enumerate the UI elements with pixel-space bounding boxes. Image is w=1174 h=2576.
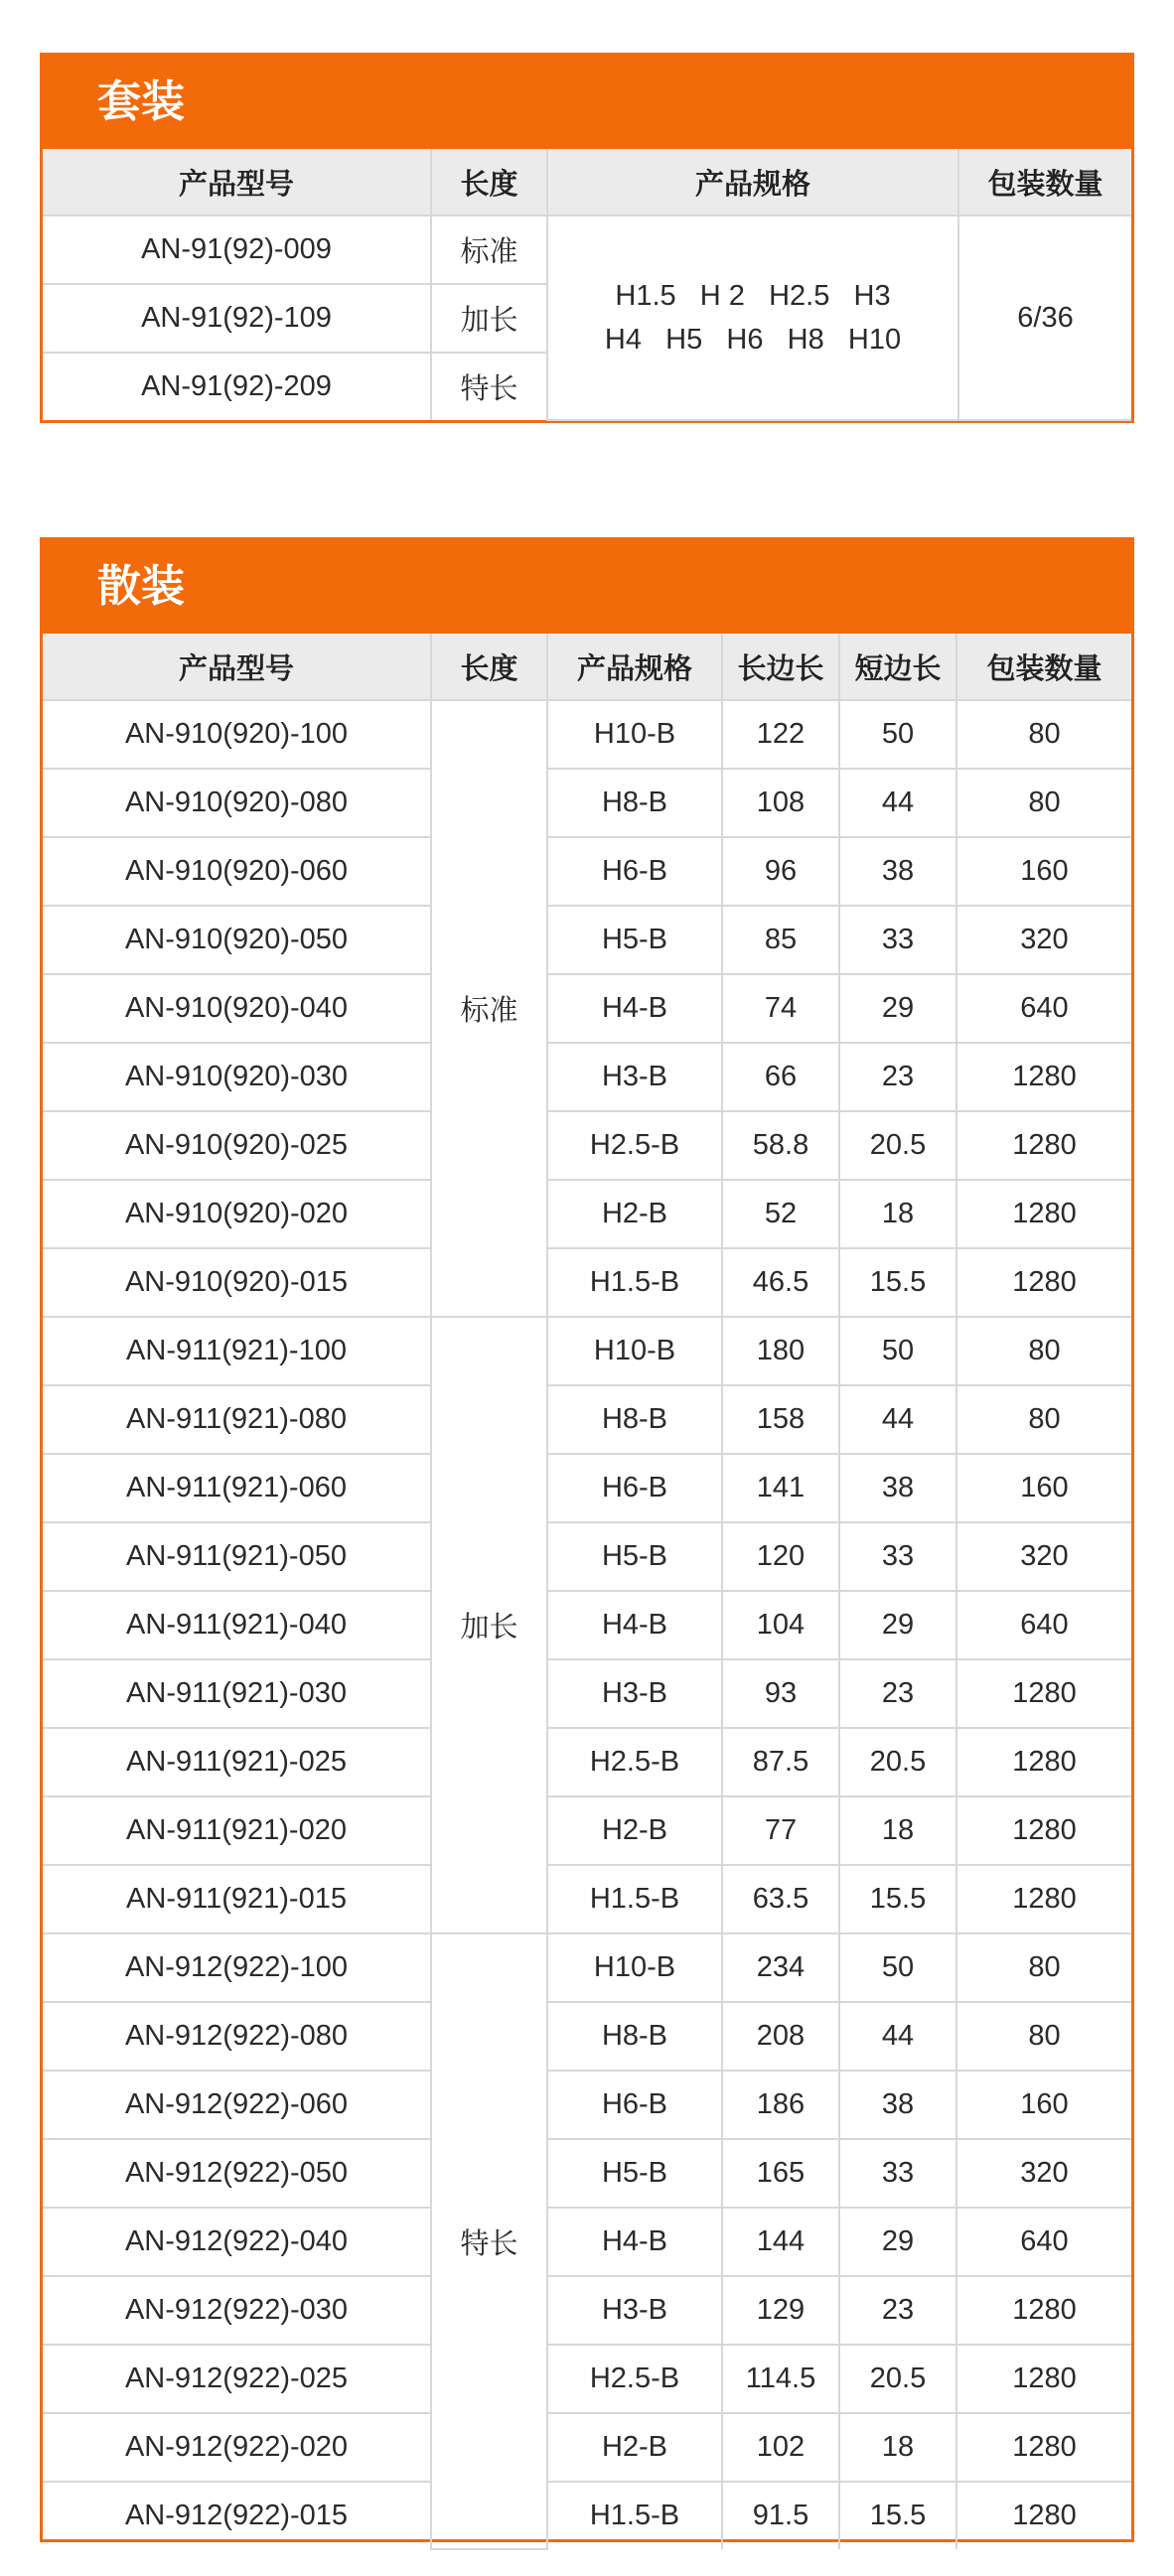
table-row <box>43 2345 1131 2413</box>
model-cell: AN-910(920)-040 <box>43 974 431 1043</box>
table-row <box>43 700 1131 769</box>
table-row <box>43 2071 1131 2139</box>
short-side-cell: 33 <box>839 1522 956 1591</box>
header-package: 包装数量 <box>956 634 1131 700</box>
header-model: 产品型号 <box>43 149 431 215</box>
package-cell: 80 <box>956 700 1131 769</box>
table-row <box>43 1248 1131 1317</box>
set-section <box>40 53 1134 423</box>
spec-cell: H5-B <box>547 1522 722 1591</box>
set-table <box>43 149 1131 421</box>
short-side-cell: 15.5 <box>839 1248 956 1317</box>
package-cell: 1280 <box>956 2482 1131 2549</box>
header-length: 长度 <box>431 149 547 215</box>
long-side-cell: 66 <box>722 1043 839 1111</box>
short-side-cell: 38 <box>839 837 956 906</box>
spec-cell: H2.5-B <box>547 2345 722 2413</box>
short-side-cell: 44 <box>839 1385 956 1454</box>
bulk-section-title: 散装 <box>43 540 1131 634</box>
long-side-cell: 77 <box>722 1796 839 1865</box>
spec-cell: H4-B <box>547 2208 722 2276</box>
package-cell: 80 <box>956 1385 1131 1454</box>
long-side-cell: 46.5 <box>722 1248 839 1317</box>
long-side-cell: 52 <box>722 1180 839 1248</box>
package-cell: 1280 <box>956 2413 1131 2482</box>
short-side-cell: 44 <box>839 769 956 837</box>
model-cell: AN-910(920)-020 <box>43 1180 431 1248</box>
model-cell: AN-912(922)-050 <box>43 2139 431 2208</box>
long-side-cell: 144 <box>722 2208 839 2276</box>
table-row <box>43 1728 1131 1796</box>
model-cell: AN-911(921)-060 <box>43 1454 431 1522</box>
package-cell: 1280 <box>956 1865 1131 1933</box>
short-side-cell: 33 <box>839 2139 956 2208</box>
header-length: 长度 <box>431 634 547 700</box>
spec-cell: H3-B <box>547 1043 722 1111</box>
spec-cell: H3-B <box>547 1659 722 1728</box>
table-row <box>43 837 1131 906</box>
short-side-cell: 33 <box>839 906 956 974</box>
table-row <box>43 769 1131 837</box>
model-cell: AN-912(922)-080 <box>43 2002 431 2071</box>
length-cell: 加长 <box>431 284 547 353</box>
long-side-cell: 102 <box>722 2413 839 2482</box>
table-row <box>43 1796 1131 1865</box>
spec-cell: H4-B <box>547 974 722 1043</box>
table-row <box>43 2276 1131 2345</box>
table-row <box>43 1317 1131 1385</box>
model-cell: AN-911(921)-015 <box>43 1865 431 1933</box>
table-row <box>43 1933 1131 2002</box>
model-cell: AN-910(920)-100 <box>43 700 431 769</box>
long-side-cell: 108 <box>722 769 839 837</box>
short-side-cell: 29 <box>839 974 956 1043</box>
long-side-cell: 63.5 <box>722 1865 839 1933</box>
model-cell: AN-911(921)-025 <box>43 1728 431 1796</box>
package-cell: 6/36 <box>958 215 1131 420</box>
model-cell: AN-910(920)-080 <box>43 769 431 837</box>
short-side-cell: 18 <box>839 1796 956 1865</box>
table-row <box>43 1454 1131 1522</box>
header-spec: 产品规格 <box>547 149 958 215</box>
spec-cell: H2-B <box>547 1796 722 1865</box>
header-package: 包装数量 <box>958 149 1131 215</box>
package-cell: 1280 <box>956 1180 1131 1248</box>
package-cell: 80 <box>956 2002 1131 2071</box>
model-cell: AN-912(922)-040 <box>43 2208 431 2276</box>
spec-cell: H1.5-B <box>547 1865 722 1933</box>
long-side-cell: 158 <box>722 1385 839 1454</box>
table-row <box>43 1385 1131 1454</box>
model-cell: AN-912(922)-100 <box>43 1933 431 2002</box>
package-cell: 320 <box>956 2139 1131 2208</box>
long-side-cell: 129 <box>722 2276 839 2345</box>
long-side-cell: 141 <box>722 1454 839 1522</box>
spec-cell: H4-B <box>547 1591 722 1659</box>
length-cell: 特长 <box>431 353 547 420</box>
length-cell: 特长 <box>431 1933 547 2549</box>
table-row <box>43 1865 1131 1933</box>
package-cell: 1280 <box>956 2345 1131 2413</box>
short-side-cell: 29 <box>839 2208 956 2276</box>
short-side-cell: 20.5 <box>839 2345 956 2413</box>
length-cell: 标准 <box>431 700 547 1317</box>
spec-cell: H2.5-B <box>547 1728 722 1796</box>
spec-cell: H5-B <box>547 906 722 974</box>
table-row <box>43 2208 1131 2276</box>
set-table-header-row <box>43 149 1131 215</box>
long-side-cell: 234 <box>722 1933 839 2002</box>
package-cell: 1280 <box>956 1111 1131 1180</box>
model-cell: AN-91(92)-009 <box>43 215 431 284</box>
package-cell: 1280 <box>956 1659 1131 1728</box>
bulk-table-header-row <box>43 634 1131 700</box>
header-short-side: 短边长 <box>839 634 956 700</box>
spec-cell: H6-B <box>547 837 722 906</box>
model-cell: AN-911(921)-020 <box>43 1796 431 1865</box>
table-row <box>43 906 1131 974</box>
spec-line: H1.5 H 2 H2.5 H3 <box>615 280 891 312</box>
long-side-cell: 114.5 <box>722 2345 839 2413</box>
package-cell: 80 <box>956 1933 1131 2002</box>
model-cell: AN-910(920)-060 <box>43 837 431 906</box>
long-side-cell: 85 <box>722 906 839 974</box>
model-cell: AN-910(920)-030 <box>43 1043 431 1111</box>
model-cell: AN-911(921)-100 <box>43 1317 431 1385</box>
bulk-table <box>43 634 1131 2550</box>
table-row <box>43 1659 1131 1728</box>
spec-cell: H6-B <box>547 1454 722 1522</box>
package-cell: 640 <box>956 974 1131 1043</box>
model-cell: AN-912(922)-020 <box>43 2413 431 2482</box>
model-cell: AN-912(922)-025 <box>43 2345 431 2413</box>
long-side-cell: 96 <box>722 837 839 906</box>
long-side-cell: 104 <box>722 1591 839 1659</box>
package-cell: 80 <box>956 769 1131 837</box>
table-row <box>43 2139 1131 2208</box>
package-cell: 1280 <box>956 2276 1131 2345</box>
short-side-cell: 23 <box>839 1659 956 1728</box>
package-cell: 1280 <box>956 1248 1131 1317</box>
table-row <box>43 974 1131 1043</box>
short-side-cell: 23 <box>839 1043 956 1111</box>
model-cell: AN-910(920)-025 <box>43 1111 431 1180</box>
long-side-cell: 74 <box>722 974 839 1043</box>
package-cell: 1280 <box>956 1043 1131 1111</box>
spec-cell: H6-B <box>547 2071 722 2139</box>
package-cell: 640 <box>956 2208 1131 2276</box>
spec-cell: H10-B <box>547 1317 722 1385</box>
bulk-section <box>40 537 1134 2542</box>
long-side-cell: 122 <box>722 700 839 769</box>
spec-cell: H8-B <box>547 769 722 837</box>
spec-cell: H1.5-B <box>547 1248 722 1317</box>
short-side-cell: 15.5 <box>839 2482 956 2549</box>
set-section-title: 套装 <box>43 56 1131 149</box>
long-side-cell: 87.5 <box>722 1728 839 1796</box>
package-cell: 320 <box>956 1522 1131 1591</box>
model-cell: AN-91(92)-209 <box>43 353 431 420</box>
spec-cell: H10-B <box>547 700 722 769</box>
spec-cell <box>547 215 958 420</box>
table-row <box>43 1043 1131 1111</box>
table-row <box>43 2482 1131 2549</box>
short-side-cell: 20.5 <box>839 1728 956 1796</box>
table-row <box>43 2002 1131 2071</box>
short-side-cell: 20.5 <box>839 1111 956 1180</box>
model-cell: AN-910(920)-050 <box>43 906 431 974</box>
short-side-cell: 29 <box>839 1591 956 1659</box>
table-row <box>43 1591 1131 1659</box>
length-cell: 标准 <box>431 215 547 284</box>
package-cell: 160 <box>956 1454 1131 1522</box>
spec-cell: H2-B <box>547 2413 722 2482</box>
package-cell: 160 <box>956 837 1131 906</box>
model-cell: AN-912(922)-015 <box>43 2482 431 2549</box>
header-long-side: 长边长 <box>722 634 839 700</box>
spec-line: H4 H5 H6 H8 H10 <box>604 324 902 356</box>
long-side-cell: 208 <box>722 2002 839 2071</box>
table-row <box>43 2413 1131 2482</box>
spec-cell: H10-B <box>547 1933 722 2002</box>
short-side-cell: 38 <box>839 1454 956 1522</box>
short-side-cell: 38 <box>839 2071 956 2139</box>
header-model: 产品型号 <box>43 634 431 700</box>
long-side-cell: 186 <box>722 2071 839 2139</box>
package-cell: 320 <box>956 906 1131 974</box>
table-row <box>43 1111 1131 1180</box>
short-side-cell: 23 <box>839 2276 956 2345</box>
spec-cell: H5-B <box>547 2139 722 2208</box>
spec-cell: H2.5-B <box>547 1111 722 1180</box>
header-spec: 产品规格 <box>547 634 722 700</box>
model-cell: AN-912(922)-030 <box>43 2276 431 2345</box>
long-side-cell: 58.8 <box>722 1111 839 1180</box>
short-side-cell: 44 <box>839 2002 956 2071</box>
package-cell: 160 <box>956 2071 1131 2139</box>
model-cell: AN-912(922)-060 <box>43 2071 431 2139</box>
short-side-cell: 18 <box>839 1180 956 1248</box>
table-row <box>43 1522 1131 1591</box>
short-side-cell: 15.5 <box>839 1865 956 1933</box>
long-side-cell: 180 <box>722 1317 839 1385</box>
long-side-cell: 120 <box>722 1522 839 1591</box>
short-side-cell: 50 <box>839 700 956 769</box>
package-cell: 1280 <box>956 1796 1131 1865</box>
model-cell: AN-91(92)-109 <box>43 284 431 353</box>
table-row <box>43 215 1131 284</box>
model-cell: AN-911(921)-040 <box>43 1591 431 1659</box>
long-side-cell: 93 <box>722 1659 839 1728</box>
long-side-cell: 165 <box>722 2139 839 2208</box>
table-row <box>43 1180 1131 1248</box>
model-cell: AN-911(921)-050 <box>43 1522 431 1591</box>
short-side-cell: 50 <box>839 1933 956 2002</box>
model-cell: AN-911(921)-030 <box>43 1659 431 1728</box>
package-cell: 80 <box>956 1317 1131 1385</box>
length-cell: 加长 <box>431 1317 547 1933</box>
spec-cell: H8-B <box>547 2002 722 2071</box>
package-cell: 1280 <box>956 1728 1131 1796</box>
model-cell: AN-910(920)-015 <box>43 1248 431 1317</box>
bulk-table-body <box>43 700 1131 2549</box>
spec-cell: H1.5-B <box>547 2482 722 2549</box>
spec-cell: H8-B <box>547 1385 722 1454</box>
model-cell: AN-911(921)-080 <box>43 1385 431 1454</box>
package-cell: 640 <box>956 1591 1131 1659</box>
spec-cell: H3-B <box>547 2276 722 2345</box>
short-side-cell: 18 <box>839 2413 956 2482</box>
long-side-cell: 91.5 <box>722 2482 839 2549</box>
short-side-cell: 50 <box>839 1317 956 1385</box>
spec-cell: H2-B <box>547 1180 722 1248</box>
